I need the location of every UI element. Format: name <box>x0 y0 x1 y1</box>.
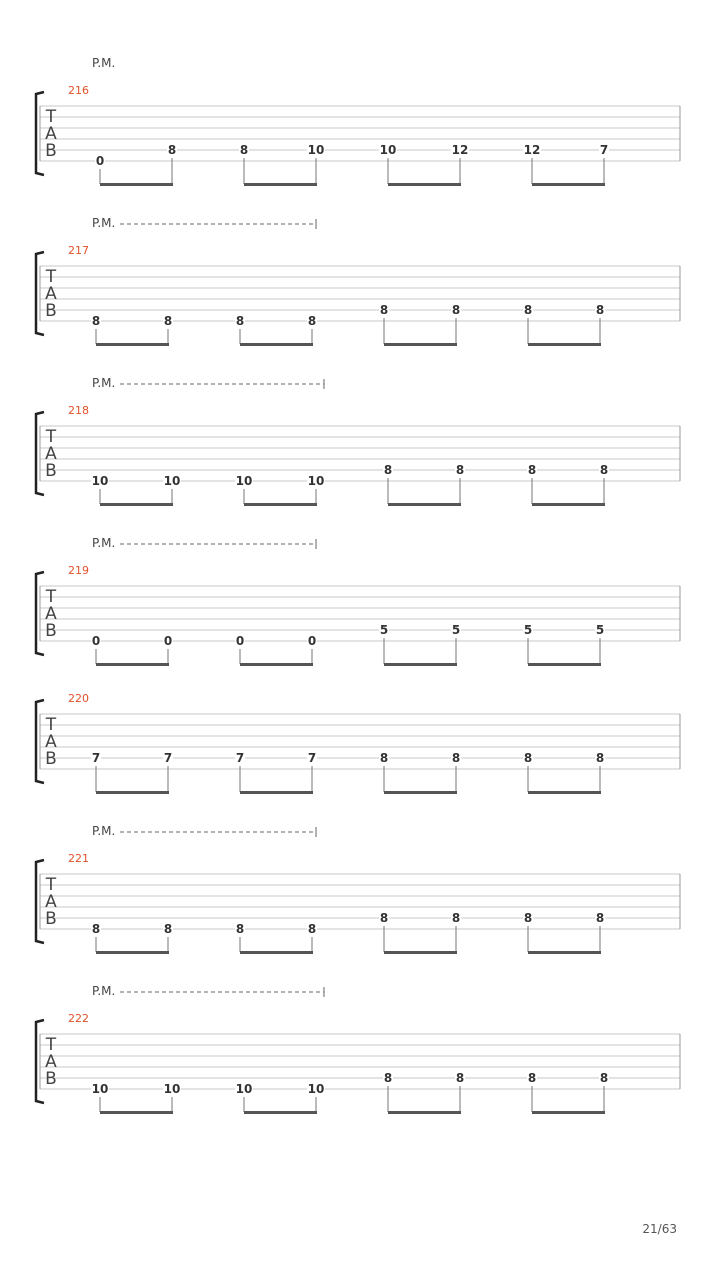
measure-number: 218 <box>68 404 89 417</box>
tab-system-218 <box>36 376 680 506</box>
note-beam <box>532 183 605 186</box>
note-beam <box>384 343 457 346</box>
note-beam <box>96 951 169 954</box>
tab-letter-a: A <box>45 1052 57 1072</box>
note-beam <box>96 343 169 346</box>
fret-number: 8 <box>235 314 245 328</box>
fret-number: 8 <box>163 314 173 328</box>
note-beam <box>100 183 173 186</box>
fret-number: 8 <box>455 463 465 477</box>
tab-letter-b: B <box>45 621 57 641</box>
tab-system-219 <box>36 536 680 666</box>
fret-number: 10 <box>379 143 397 157</box>
note-beam <box>528 791 601 794</box>
palm-mute-label: P.M. <box>92 824 116 838</box>
fret-number: 7 <box>235 751 245 765</box>
note-beam <box>388 183 461 186</box>
fret-number: 8 <box>451 911 461 925</box>
note-beam <box>244 1111 317 1114</box>
page-number: 21/63 <box>642 1222 677 1236</box>
fret-number: 8 <box>383 463 393 477</box>
fret-number: 8 <box>523 303 533 317</box>
tab-letter-a: A <box>45 124 57 144</box>
fret-number: 8 <box>379 751 389 765</box>
fret-number: 8 <box>599 1071 609 1085</box>
note-beam <box>96 791 169 794</box>
fret-number: 7 <box>91 751 101 765</box>
fret-number: 0 <box>307 634 317 648</box>
tab-letter-t: T <box>45 587 57 607</box>
fret-number: 7 <box>163 751 173 765</box>
note-beam <box>528 343 601 346</box>
tab-letter-t: T <box>45 107 57 127</box>
tab-system-221 <box>36 824 680 954</box>
measure-number: 219 <box>68 564 89 577</box>
fret-number: 8 <box>163 922 173 936</box>
note-beam <box>96 663 169 666</box>
tab-letter-t: T <box>45 427 57 447</box>
fret-number: 8 <box>527 463 537 477</box>
fret-number: 8 <box>595 911 605 925</box>
note-beam <box>532 1111 605 1114</box>
tab-letter-t: T <box>45 1035 57 1055</box>
fret-number: 10 <box>91 474 109 488</box>
fret-number: 12 <box>451 143 469 157</box>
tab-letter-a: A <box>45 604 57 624</box>
fret-number: 8 <box>451 303 461 317</box>
fret-number: 7 <box>599 143 609 157</box>
fret-number: 10 <box>235 474 253 488</box>
note-beam <box>532 503 605 506</box>
palm-mute-label: P.M. <box>92 56 116 70</box>
fret-number: 10 <box>91 1082 109 1096</box>
palm-mute-label: P.M. <box>92 536 116 550</box>
palm-mute-label: P.M. <box>92 984 116 998</box>
fret-number: 8 <box>307 314 317 328</box>
tab-letter-b: B <box>45 909 57 929</box>
fret-number: 10 <box>307 1082 325 1096</box>
tab-letter-a: A <box>45 732 57 752</box>
fret-number: 8 <box>523 751 533 765</box>
measure-number: 217 <box>68 244 89 257</box>
tab-system-217 <box>36 216 680 346</box>
fret-number: 8 <box>91 314 101 328</box>
fret-number: 5 <box>451 623 461 637</box>
tab-letter-b: B <box>45 1069 57 1089</box>
note-beam <box>240 791 313 794</box>
tab-letter-a: A <box>45 284 57 304</box>
fret-number: 5 <box>379 623 389 637</box>
tab-letter-b: B <box>45 461 57 481</box>
note-beam <box>240 951 313 954</box>
note-beam <box>528 951 601 954</box>
fret-number: 8 <box>523 911 533 925</box>
fret-number: 0 <box>91 634 101 648</box>
note-beam <box>240 663 313 666</box>
fret-number: 12 <box>523 143 541 157</box>
fret-number: 0 <box>163 634 173 648</box>
measure-number: 220 <box>68 692 89 705</box>
fret-number: 5 <box>523 623 533 637</box>
fret-number: 8 <box>235 922 245 936</box>
fret-number: 8 <box>91 922 101 936</box>
note-beam <box>388 503 461 506</box>
note-beam <box>244 183 317 186</box>
palm-mute-label: P.M. <box>92 216 116 230</box>
fret-number: 8 <box>451 751 461 765</box>
tab-system-220 <box>36 692 680 794</box>
tab-letter-b: B <box>45 301 57 321</box>
note-beam <box>528 663 601 666</box>
palm-mute-label: P.M. <box>92 376 116 390</box>
fret-number: 0 <box>95 154 105 168</box>
note-beam <box>384 791 457 794</box>
fret-number: 8 <box>239 143 249 157</box>
note-beam <box>384 951 457 954</box>
fret-number: 8 <box>379 303 389 317</box>
fret-number: 10 <box>235 1082 253 1096</box>
tab-letter-t: T <box>45 875 57 895</box>
fret-number: 8 <box>167 143 177 157</box>
tab-letter-b: B <box>45 749 57 769</box>
fret-number: 10 <box>307 474 325 488</box>
tab-system-216 <box>36 56 680 186</box>
fret-number: 8 <box>455 1071 465 1085</box>
fret-number: 10 <box>163 474 181 488</box>
fret-number: 8 <box>595 303 605 317</box>
fret-number: 8 <box>595 751 605 765</box>
fret-number: 5 <box>595 623 605 637</box>
note-beam <box>240 343 313 346</box>
measure-number: 221 <box>68 852 89 865</box>
tab-letter-b: B <box>45 141 57 161</box>
measure-number: 216 <box>68 84 89 97</box>
fret-number: 10 <box>163 1082 181 1096</box>
fret-number: 8 <box>383 1071 393 1085</box>
fret-number: 8 <box>379 911 389 925</box>
fret-number: 8 <box>599 463 609 477</box>
tab-letter-a: A <box>45 892 57 912</box>
fret-number: 10 <box>307 143 325 157</box>
tab-system-222 <box>36 984 680 1114</box>
measure-number: 222 <box>68 1012 89 1025</box>
fret-number: 7 <box>307 751 317 765</box>
fret-number: 0 <box>235 634 245 648</box>
note-beam <box>384 663 457 666</box>
fret-number: 8 <box>307 922 317 936</box>
tab-letter-a: A <box>45 444 57 464</box>
tab-letter-t: T <box>45 715 57 735</box>
fret-number: 8 <box>527 1071 537 1085</box>
note-beam <box>100 1111 173 1114</box>
note-beam <box>100 503 173 506</box>
tab-letter-t: T <box>45 267 57 287</box>
note-beam <box>388 1111 461 1114</box>
note-beam <box>244 503 317 506</box>
